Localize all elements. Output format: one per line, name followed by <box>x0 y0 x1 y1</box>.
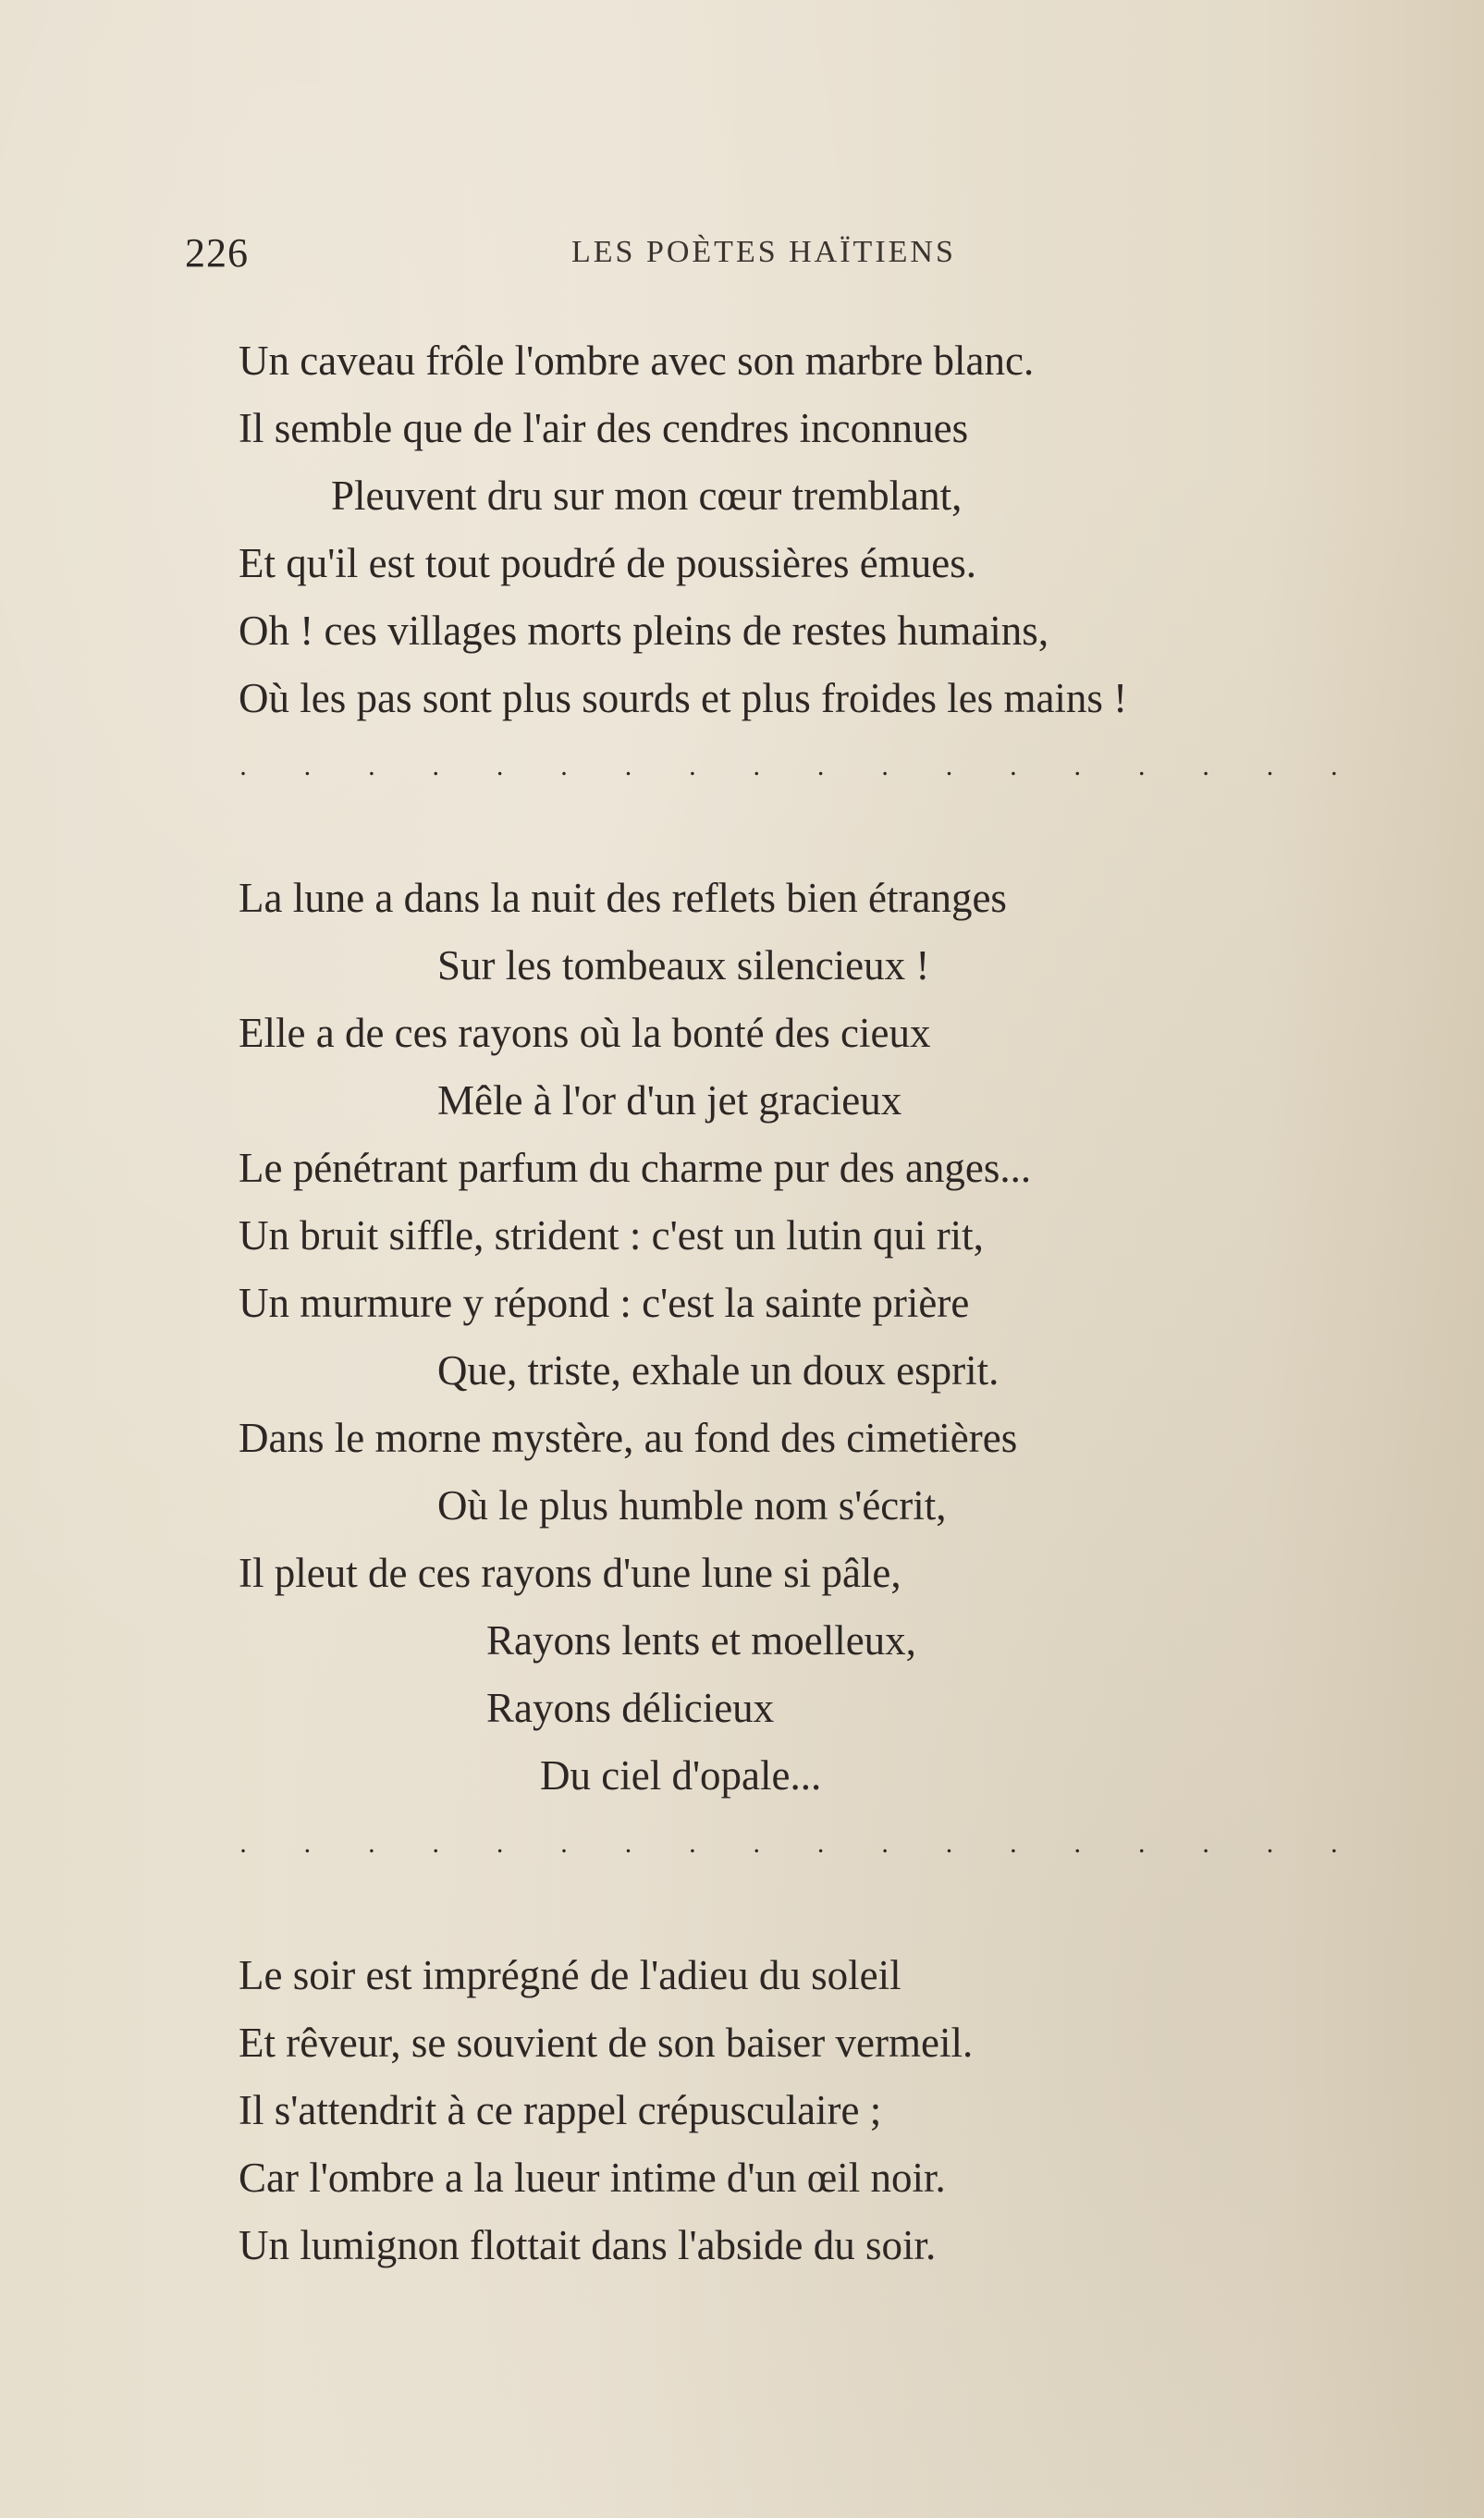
verse-line: Oh ! ces villages morts pleins de restes humains, <box>239 608 1049 654</box>
stanza-2 <box>239 865 1404 1810</box>
dotted-separator: . . . . . . . . . . . . . . . . . . <box>239 750 1338 781</box>
verse-line: Il semble que de l'air des cendres inconnues <box>239 405 969 451</box>
stanza-3 <box>239 1942 1404 2279</box>
verse-line: Car l'ombre a la lueur intime d'un œil noir. <box>239 2155 946 2201</box>
verse-line: Rayons lents et moelleux, <box>486 1617 916 1664</box>
verse-line: Le soir est imprégné de l'adieu du soleil <box>239 1952 901 1998</box>
verse-line: Mêle à l'or d'un jet gracieux <box>437 1077 902 1124</box>
dotted-separator: . . . . . . . . . . . . . . . . . . <box>239 1827 1338 1859</box>
page-number: 226 <box>185 230 249 276</box>
verse-line: Du ciel d'opale... <box>540 1752 822 1799</box>
verse-line: Le pénétrant parfum du charme pur des anges... <box>239 1145 1032 1191</box>
verse-line: Et rêveur, se souvient de son baiser vermeil. <box>239 2020 974 2066</box>
verse-line: La lune a dans la nuit des reflets bien étranges <box>239 875 1007 921</box>
verse-line: Que, triste, exhale un doux esprit. <box>437 1347 1000 1394</box>
verse-line: Pleuvent dru sur mon cœur tremblant, <box>331 473 963 519</box>
stanza-gap <box>239 1877 1404 1942</box>
stanza-1 <box>239 327 1404 732</box>
stanza-gap <box>239 800 1404 865</box>
verse-line: Un murmure y répond : c'est la sainte prière <box>239 1280 970 1326</box>
verse-line: Un lumignon flottait dans l'abside du soir. <box>239 2222 937 2268</box>
poem <box>239 327 1404 2279</box>
verse-line: Et qu'il est tout poudré de poussières émues. <box>239 540 976 586</box>
verse-line: Il pleut de ces rayons d'une lune si pâle, <box>239 1550 901 1596</box>
verse-line: Il s'attendrit à ce rappel crépusculaire ; <box>239 2087 882 2133</box>
verse-line: Dans le morne mystère, au fond des cimetières <box>239 1415 1018 1461</box>
verse-line: Un caveau frôle l'ombre avec son marbre blanc. <box>239 338 1035 384</box>
page-header-title: LES POÈTES HAÏTIENS <box>571 235 956 269</box>
running-head <box>185 229 1331 285</box>
verse-line: Elle a de ces rayons où la bonté des cieux <box>239 1010 931 1056</box>
verse-line: Où les pas sont plus sourds et plus froides les mains ! <box>239 675 1128 721</box>
verse-line: Sur les tombeaux silencieux ! <box>437 942 930 989</box>
verse-line: Où le plus humble nom s'écrit, <box>437 1482 947 1529</box>
verse-line: Rayons délicieux <box>486 1685 775 1731</box>
verse-line: Un bruit siffle, strident : c'est un lutin qui rit, <box>239 1212 984 1259</box>
